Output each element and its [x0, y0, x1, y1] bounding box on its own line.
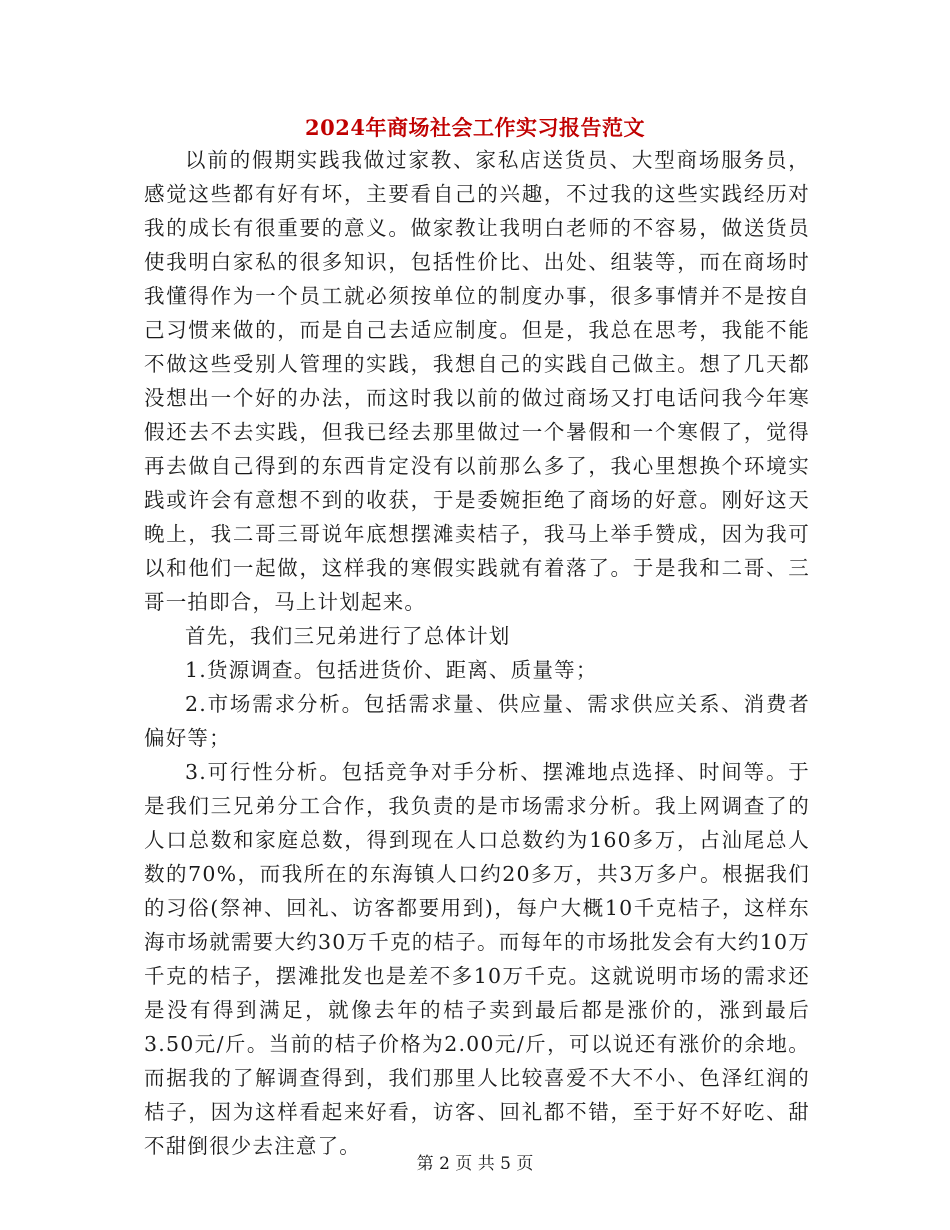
paragraph: 1.货源调查。包括进货价、距离、质量等； — [185, 658, 598, 682]
paragraph: 以前的假期实践我做过家教、家私店送货员、大型商场服务员，感觉这些都有好有坏，主要看自己的兴趣，不过我的这些实践经历对我的成长有很重要的意义。做家教让我明白老师的不容易，做送货员使我明白家私的很多知识，包括性价比、出处、组装等，而在商场时我懂得作为一个员工就必须按单位的制度办事，很多事情并不是按自己习惯来做的，而是自己去适应制度。但是，我总在思考，我能不能不做这些受别人管理的实践，我想自己的实践自己做主。想了几天都没想出一个好的办法，而这时我以前的做过商场又打电话问我今年寒假还去不去实践，但我已经去那里做过一个暑假和一个寒假了，觉得再去做自己得到的东西肯定没有以前那么多了，我心里想换个环境实践或许会有意想不到的收获，于是委婉拒绝了商场的好意。刚好这天晚上，我二哥三哥说年底想摆滩卖桔子，我马上举手赞成，因为我可以和他们一起做，这样我的寒假实践就有着落了。于是我和二哥、三哥一拍即合，马上计划起来。 — [144, 148, 810, 614]
paragraph: 2.市场需求分析。包括需求量、供应量、需求供应关系、消费者偏好等； — [144, 692, 810, 750]
page-number-footer: 第 2 页 共 5 页 — [416, 1154, 534, 1174]
paragraph: 首先，我们三兄弟进行了总体计划 — [185, 624, 511, 648]
document-body — [144, 143, 810, 1163]
paragraph: 3.可行性分析。包括竞争对手分析、摆滩地点选择、时间等。于是我们三兄弟分工合作，我负责的是市场需求分析。我上网调查了的人口总数和家庭总数，得到现在人口总数约为160多万，占汕尾总人数的70%，而我所在的东海镇人口约20多万，共3万多户。根据我们的习俗(祭神、回礼、访客都要用到)，每户大概10千克桔子，这样东海市场就需要大约30万千克的桔子。而每年的市场批发会有大约10万千克的桔子，摆滩批发也是差不多10万千克。这就说明市场的需求还是没有得到满足，就像去年的桔子卖到最后都是涨价的，涨到最后3.50元/斤。当前的桔子价格为2.00元/斤，可以说还有涨价的余地。而据我的了解调查得到，我们那里人比较喜爱不大不小、色泽红润的桔子，因为这样看起来好看，访客、回礼都不错，至于好不好吃、甜不甜倒很少去注意了。 — [144, 760, 810, 1158]
document-title: 2024年商场社会工作实习报告范文 — [305, 115, 645, 140]
